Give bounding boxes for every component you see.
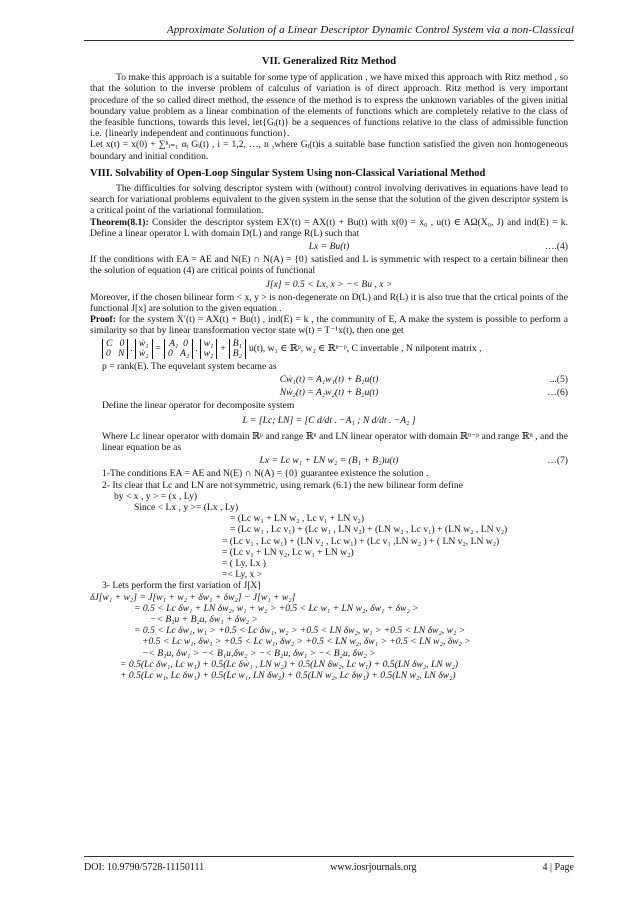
derivation-line-4: = (Lc v₁ + LN v₂, Lc w₁ + LN w₂) [222,546,354,558]
paragraph-where: Where Lc linear operator with domain ℝᵖ and range ℝⁿ and LN linear operator with domain ℝⁿ⁻ᵖ and range ℝⁿ , and the linear equation be as [102,430,568,453]
equation-7-number: …(7) [547,455,568,467]
matrix-equation-tail: u(t), w₁ ∈ ℝᵖ, w₂ ∈ ℝⁿ⁻ᵖ, C invertable , N nilpotent matrix , [248,343,482,355]
variation-line-6: −< B₁u, δw₁ > −< B₁u,δw₂ > −< B₂u, δw₁ > −< B₂u, δw₂ > [142,647,376,659]
equation-5 [90,374,568,385]
theorem-label: Theorem(8.1): [90,216,149,228]
since-line: Since < Lx , y >= (Lx , Ly) [134,501,239,513]
derivation-line-5: = ( Ly, Lx ) [222,557,266,569]
equation-6-body: Nẇ₂(t) = A₂w₂(t) + B₂u(t) [279,387,379,399]
equation-5-number: ...(5) [549,373,568,385]
equation-7-body: Lx = Lc w₁ + LN w₂ = (B₁ + B₂)u(t) [259,455,399,467]
define-operator-line: Define the linear operator for decomposite system [102,400,295,412]
page-body [90,50,568,681]
matrix-equation: C 0 0 N . ẇ₁ ẇ₂ = A₁ 0 0 A₂ . w₁ w₂ + B₁ B₂ u(t), w₁ ∈ ℝᵖ, w₂ ∈ ℝⁿ⁻ᵖ, C invertable , N nilpotent matrix , [90,339,568,359]
equation-5-body: Cẇ₁(t) = A₁w₁(t) + B₁u(t) [279,373,379,385]
vector-w: w₁ w₂ [200,339,218,359]
item-3: 3- Lets perform the first variation of J[X] [102,580,261,592]
matrix-b: B₁ B₂ [229,339,246,359]
running-head: Approximate Solution of a Linear Descriptor Dynamic Control System via a non-Classical [166,24,574,36]
derivation-line-2: = (Lc w₁ , Lc v₁) + (Lc w₁ , LN v₂) + (LN w₂ , Lc v₁) + (LN w₂ , LN v₂) [230,524,508,536]
variation-line-2: = 0.5 < Lc δw₁ + LN δw₂, w₁ + w₂ > +0.5 < Lc w₁ + LN w₂, δw₁ + δw₂ > [134,602,419,614]
equation-6 [90,387,568,398]
derivation-line-3: = (Lc v₁ , Lc w₁) + (LN v₂ , Lc w₁) + (Lc v₁ ,LN w₂ ) + ( LN v₂, LN w₂) [222,535,500,547]
equation-6-number: …(6) [547,387,568,399]
variation-line-8: + 0.5(Lc w₁, Lc δw₁) + 0.5(Lc w₁, LN δw₂) + 0.5(LN w₂, Lc δw₁) + 0.5(LN w₂, LN δw₂) [120,669,456,681]
paragraph-conditions: If the conditions with EA = AE and N(E) ∩ N(A) = {0} satisfied and L is symmetric with respect to a certain bilinear then the solution of equation (4) are critical points of functional [90,254,568,277]
footer-rule [84,856,574,857]
equation-4 [90,241,568,252]
section-7-title: VII. Generalized Ritz Method [261,56,397,67]
rank-line: p = rank(E). The equvelant system became as [102,360,277,372]
equation-4-number: ….(4) [544,241,568,253]
equation-4-body: Lx = Bu(t) [308,241,350,253]
variation-line-7: = 0.5(Lc δw₁, Lc w₁) + 0.5(Lc δw₁ , LN w₂) + 0.5(LN δw₂, Lc w₁) + 0.5(LN δw₂, LN w₂) [120,658,459,670]
section-8-title: VIII. Solvability of Open-Loop Singular System Using non-Classical Variational Method [90,167,486,179]
derivation-line-6: =< Ly, x > [222,569,263,581]
footer [84,862,574,873]
variation-line-5: +0.5 < Lc w₁, δw₁ > +0.5 < Lc w₁, δw₂ > +0.5 < LN w₂, δw₁ > +0.5 < LN w₂, δw₂ > [142,636,471,648]
matrix-c-n: C 0 0 N [102,339,128,359]
item-2: 2- Its clear that Lc and LN are not symmetric, using remark (6.1) the new bilinear form define [102,479,463,491]
paragraph-bilinear: Moreover, if the chosen bilinear form < x, y > is non-degenerate on D(L) and R(L) it is also true that the crtical points of the functional J[x] are solution to the given equation . [90,291,568,315]
variation-line-1: δJ[w₁ + w₂] = J[w₁ + w₂ + δw₁ + δw₂] − J[w₁ + w₂] [90,591,296,603]
paragraph-difficulties: The difficulties for solving descriptor system with (without) control involving derivatives in equations have lead to search for variational problems equivalent to the given system in the sense that the solution of the given descriptor system is a critical point of the variational formulation. [90,183,568,217]
operator-L-definition [90,415,568,426]
item-1: 1-The conditions EA = AE and N(E) ∩ N(A) = {0} guarantee existence the solution . [102,468,429,480]
proof-text: for the system X′(t) = AX(t) + Bu(t) , ind(E) = k , the community of E, A make the system is possible to perform a similarity so that by linear transformation vector state w(t) = T⁻¹x(t), then one get [90,314,568,337]
derivation-line-1: = (Lc w₁ + LN w₂ , Lc v₁ + LN v₂) [230,513,365,525]
equation-functional: J[x] = 0.5 < Lx, x > −< Bu , x > [265,278,393,290]
theorem-8-1 [90,217,568,239]
operator-L-text: L = [Lc; LN] = [C d/dt . −A₁ ; N d/dt . −A₂ ] [242,415,416,427]
item-2-bilinear: by < x , y > = (x , Ly) [114,490,198,502]
proof [90,314,568,336]
header-rule [84,40,574,41]
proof-label: Proof: [90,314,116,326]
footer-doi: DOI: 10.9790/5728-11150111 [84,862,205,873]
theorem-text: Consider the descriptor system EX′(t) = AX(t) + Bu(t) with x(0) = x₀ , u(t) ∈ AΩ(X₀, J) and ind(E) = k. Define a linear operator L with domain D(L) and range R(L) such that [90,216,568,239]
vector-w-dot: ẇ₁ ẇ₂ [135,339,153,359]
variation-line-4: = 0.5 < Lc δw₁, w₁ > +0.5 < Lc δw₁, w₂ > +0.5 < LN δw₂, w₁ > +0.5 < LN δw₂, w₂ > [134,625,466,637]
paragraph-ritz-method: To make this approach is a suitable for some type of application , we have mixed this approach with Ritz method , so that the solution to the inverse problem of calculus of variation is of direct approach. Ritz method is very important procedure of the so called direct method, the essence of the method is to express the unknown variables of the given initial boundary value problem as a linear combination of the elements of functions which are completely relative to the class of the feasible functions, towards this level, let{Gᵢ(t)} be a sequences of functions relative to the class of admissible function i.e. {linearly independent and continuous function}. [90,72,568,140]
equation-7 [90,455,568,466]
matrix-a: A₁ 0 0 A₂ [164,339,193,359]
paragraph-base-function: Let x(t) = x(0) + ∑ⁿᵢ₌₁ αᵢ Gᵢ(t) , i = 1,2, …, n ,where Gᵢ(t)is a suitable base function satisfied the given non homogeneous boundary and initial condition. [90,139,568,162]
footer-site: www.iosrjournals.org [330,862,417,873]
variation-line-3: −< B₁u + B₂u, δw₁ + δw₂ > [150,613,258,625]
footer-page: 4 | Page [542,862,574,873]
